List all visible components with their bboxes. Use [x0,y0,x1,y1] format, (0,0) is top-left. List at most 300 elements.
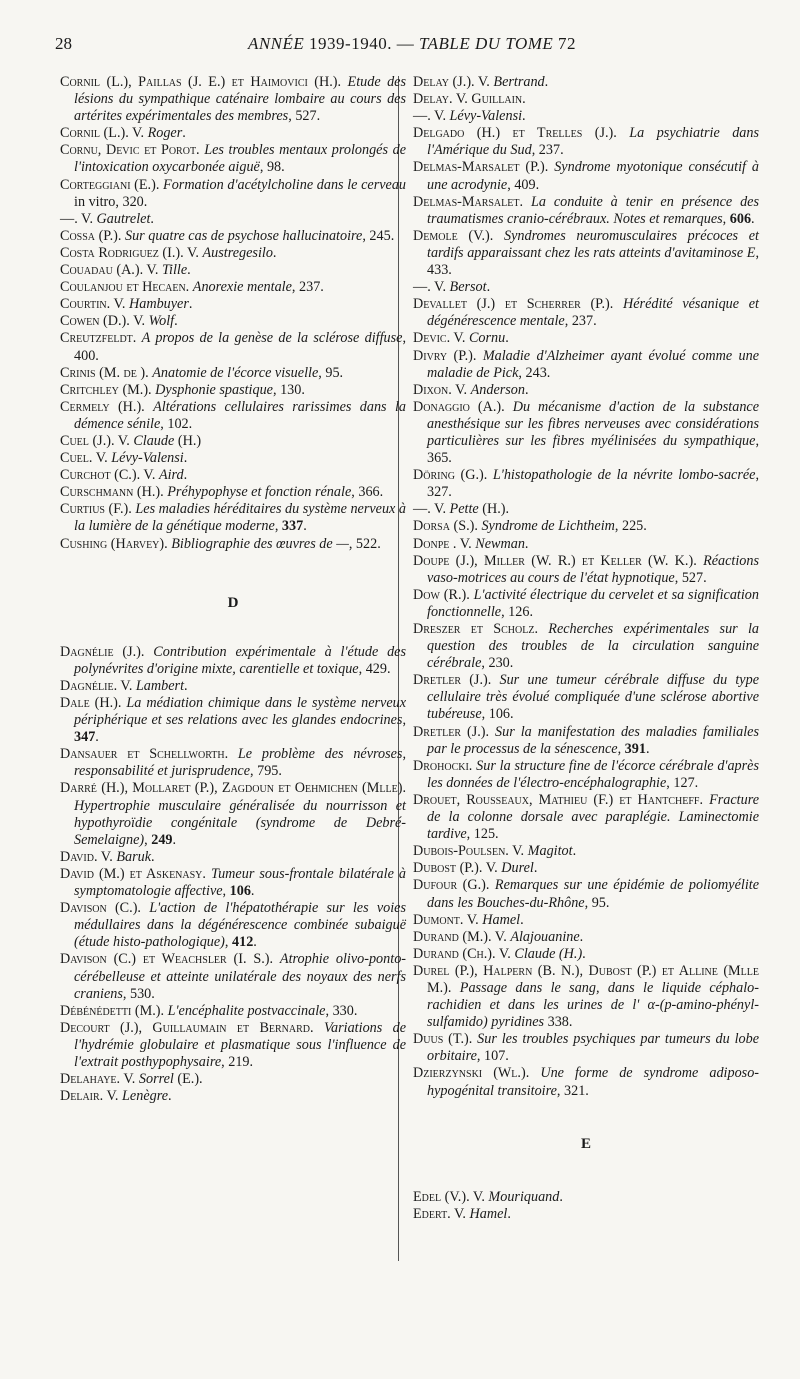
entry-title: Maladie d'Alzheimer ayant évolué comme une maladie de Pick [427,347,760,381]
index-entry [413,587,759,621]
entry-pages: in vitro, 320. [74,193,148,210]
entry-pages: (H.) [174,432,202,449]
entry-pages: , 95. [318,364,344,381]
entry-title: Roger [147,125,183,142]
index-entry [413,296,759,330]
title-years: 1939-1940. [309,34,392,53]
entry-title: Les maladies héréditaires du système nerveux à la lumière de la génétique moderne [74,501,406,535]
entry-title: La médiation chimique dans le système nerveux périphérique et ses relations avec les glandes endocrines [74,695,407,729]
entry-title: Claude [133,432,175,449]
entry-title: Fracture de la colonne dorsale avec paraplégie. Laminectomie tardive [427,791,759,843]
entry-title: Etude des lésions du sympathique caténaire lombaire au cours des artérites expérimentales des membres [74,74,406,125]
entry-authors: Dixon. V. [413,381,468,398]
entry-pages: (E.). [173,1071,203,1088]
entry-pages: , 107. [476,1048,509,1065]
index-entry [413,946,759,963]
entry-title: Syndromes neuromusculaires précoces et tardifs apparaissant chez les rats atteints d'avitaminose E [427,227,759,261]
index-entry [60,1003,406,1020]
entry-pages: , 527. [288,108,321,125]
entry-authors: Dagnélie (J.). [60,643,145,660]
entry-pages: , [274,518,282,535]
entry-authors: Donaggio (A.). [413,398,505,415]
entry-authors: Dow (R.). [413,586,470,603]
entry-authors: Delmas-Marsalet (P.). [413,159,549,176]
entry-pages: , 237. [291,279,324,296]
index-entry [60,433,406,450]
index-entry [60,900,406,951]
entry-title: Contribution expérimentale à l'étude des polynévrites d'origine mixte, carentielle et toxique [74,643,406,677]
running-header [55,34,769,60]
entry-pages: . [524,381,529,398]
entry-authors: Döring (G.). [413,467,488,484]
entry-authors: Durand (Ch.). V. [413,945,511,962]
entry-pages: , 530. [122,985,155,1002]
entry-title: Sur les troubles psychiques par tumeurs du lobe orbitaire [427,1031,760,1065]
entry-pages: . [182,125,186,142]
index-entry [60,313,406,330]
entries-d-right [413,74,759,1100]
entry-authors: Cushing (Harvey). [60,535,168,552]
entry-title: Lambert [135,677,185,694]
index-entry [413,74,759,91]
index-entry [60,1071,406,1088]
index-entry [413,330,759,347]
entry-authors: Cermely (H.). [60,398,145,415]
entry-authors: Edert. V. [413,1205,466,1222]
index-entry [60,678,406,695]
entry-title: Réactions vaso-motrices au cours de l'état hypnotique [427,552,760,586]
entry-title: Recherches expérimentales sur la question des troubles de la circulation sanguine cérébrale [427,621,759,672]
entries-c [60,74,406,553]
index-entry [413,912,759,929]
entry-title: L'histopathologie de la névrite lombo-sacrée [492,467,756,484]
entry-title: Claude (H.) [514,945,583,962]
entry-authors: Creutzfeldt. [60,330,137,347]
entry-title: Hamel [482,911,521,928]
entry-pages: , 219. [221,1053,254,1070]
entry-authors: Delair. V. [60,1088,119,1105]
entry-pages: , 527. [674,569,707,586]
entry-authors: Delgado (H.) et Trelles (J.). [413,125,617,142]
index-entry [413,279,759,296]
entry-authors: Dale (H.). [60,695,122,711]
entry-pages: , 366. [351,484,384,501]
index-entry [60,866,406,900]
entry-title: Aird [158,467,184,484]
index-entry [413,877,759,911]
entry-title: Lévy-Valensi [111,450,184,467]
entry-pages: , 106. [481,706,514,723]
entry-title: Sur quatre cas de psychose hallucinatoire [124,227,363,244]
entry-pages: , [402,712,406,729]
entry-pages: (H.). [478,501,510,518]
index-entry [413,501,759,518]
entry-pages: , 130. [272,381,305,398]
entry-authors: Dagnélie. V. [60,677,133,694]
index-entry [60,399,406,433]
entry-authors: Durel (P.), Halpern (B. N.), Dubost (P.) et Alline (Mlle M.). [413,962,759,996]
entry-pages: . [522,108,526,125]
index-entry [60,1020,406,1071]
index-entry [413,382,759,399]
index-entry [60,125,406,142]
entry-pages: . [187,262,191,279]
entry-title: Le problème des névroses, responsabilité et jurisprudence [74,746,406,780]
index-entry [60,746,406,780]
entry-pages: . [572,843,577,860]
entry-title: Sur une tumeur cérébrale diffuse du type cellulaire très évolué compliquée d'une sclérose abortive tubéreuse [427,672,759,723]
entry-authors: Cornu, Devic et Porot. [60,142,200,159]
entry-title: Bibliographie des œuvres de — [171,535,349,552]
entry-title: Newman [475,535,525,552]
entry-pages: , 95. [584,894,610,911]
entry-pages: . [533,860,538,877]
entry-pages: . [174,313,178,330]
entry-pages: . [582,945,586,962]
entry-authors: Delmas-Marsalet. [413,193,524,210]
entry-pages: , 433. [427,244,759,279]
entry-authors: Curchot (C.). V. [60,467,156,484]
entry-authors: Devallet (J.) et Scherrer (P.). [413,296,614,313]
entry-title: La conduite à tenir en présence des traumatismes cranio-cérébraux. Notes et remarques [427,193,760,227]
entry-title: Les troubles mentaux prolongés de l'intoxication oxycarbonée aiguë [74,142,406,176]
entry-pages: . [559,1188,563,1205]
index-entry [60,695,406,746]
entry-authors: Cowen (D.). V. [60,313,146,330]
index-entry [413,125,759,159]
entry-title: Alajouanine [510,928,580,945]
entry-title: Lévy-Valensi [449,108,523,125]
index-entry [60,536,406,553]
entry-authors: Doupe (J.), Miller (W. R.) et Keller (W. K.). [413,552,697,569]
index-entry [413,792,759,843]
entry-authors: Demole (V.). [413,227,494,244]
entry-pages: , 409. [507,176,540,193]
entries-e [413,1189,759,1223]
index-entry [60,142,406,176]
entry-trailer: . [95,729,99,746]
index-entry [413,467,759,501]
index-entry [413,518,759,535]
entry-authors: Dubois-Poulsen. V. [413,843,525,860]
entry-pages: . [184,677,188,694]
title-volume: 72 [558,34,577,53]
entry-title: Anderson [470,381,525,398]
entry-pages: , 243. [518,364,551,381]
entry-pages: , 237. [531,142,564,159]
index-entry [413,399,759,467]
index-entry [413,348,759,382]
entry-pages: . [544,74,549,90]
entry-pages: , 795. [250,763,282,780]
index-entry [60,484,406,501]
entry-pages: . [520,911,524,928]
entry-authors: Cornil (L.). V. [60,125,145,142]
entry-pages: , 126. [501,603,533,620]
entry-pages: . [168,1088,172,1105]
entry-pages: , 400. [74,330,406,364]
entry-title: Sur la manifestation des maladies familiales par le processus de la sénescence [427,723,759,757]
index-entry [60,382,406,399]
entry-authors: —. V. [413,501,446,518]
entry-authors: Durand (M.). V. [413,928,507,945]
entry-title: L'activité électrique du cervelet et sa signification fonctionnelle [427,586,759,620]
index-entry [60,262,406,279]
entry-page-bold: 106 [229,883,251,900]
index-entry [60,177,406,211]
entry-authors: —. V. [413,279,446,296]
entry-title: Cornu [468,330,506,347]
entry-pages: , 321. [556,1082,589,1099]
entry-pages: , [222,883,230,900]
index-entry [413,724,759,758]
entry-authors: David (M.) et Askenasy. [60,865,206,882]
entry-pages: , 230. [481,655,514,672]
entry-authors: —. V. [413,108,446,125]
entry-authors: Critchley (M.). [60,381,152,398]
section-letter-e: E [580,1135,591,1152]
index-entry [413,963,759,1031]
entry-title: Austregesilo [202,244,273,261]
entry-title: Mouriquand [488,1188,560,1205]
entry-pages: , 102. [160,415,193,432]
index-entry [60,330,406,364]
entry-pages: . [507,1205,511,1222]
index-entry [413,758,759,792]
entry-pages: , 330. [325,1002,358,1019]
entry-title: L'encéphalite postvaccinale [167,1002,326,1019]
title-table: TABLE DU TOME [418,34,554,53]
entry-authors: Drouet, Rousseaux, Mathieu (F.) et Hantcheff. [413,791,704,808]
entry-authors: Dretler (J.). [413,723,490,740]
entry-authors: Dumont. V. [413,911,479,928]
entry-authors: Coulanjou et Hecaen. [60,279,190,296]
entry-authors: Corteggiani (E.). [60,176,160,193]
entry-title: Préhypophyse et fonction rénale [167,484,352,501]
index-entry [413,108,759,125]
entry-trailer: . [253,934,257,951]
entry-authors: Divry (P.). [413,347,477,364]
entry-pages: . [272,244,277,261]
entry-pages: , 127. [666,774,699,791]
entry-pages: , 327. [427,467,760,501]
entry-authors: Cuel (J.). V. [60,432,130,449]
entry-pages: . [579,928,584,945]
entry-title: Du mécanisme d'action de la substance anesthésique sur les fibres nerveuses avec considérations particulières sur les fibres myélinisées du sympathique [427,398,760,449]
entry-title: Tumeur sous-frontale bilatérale à symptomatologie affective [74,865,406,900]
entry-trailer: . [303,518,307,535]
index-entry [413,536,759,553]
entry-page-bold: 412 [232,934,254,951]
entry-title: Pette [449,501,479,518]
entry-pages: , 237. [564,313,597,330]
entry-authors: Courtin. V. [60,296,126,313]
entry-title: Wolf [148,313,175,330]
index-entry [60,245,406,262]
left-column [60,74,406,1105]
page-number: 28 [55,34,72,53]
entry-authors: Cuel. V. [60,450,108,467]
entry-title: A propos de la genèse de la sclérose diffuse [141,330,403,347]
entry-pages: , [617,740,625,757]
entry-authors: Couadau (A.). V. [60,262,159,279]
entry-title: Baruk [116,848,151,865]
entry-pages: . [150,210,154,227]
entry-title: Tille [161,262,188,279]
entry-authors: Costa Rodriguez (I.). V. [60,244,199,261]
entry-title: Atrophie olivo-ponto-cérébelleuse et atteinte unilatérale des noyaux des nerfs craniens [74,951,407,1002]
entry-authors: Débénédetti (M.). [60,1002,165,1019]
entry-pages: , 98. [259,159,285,176]
entry-title: Variations de l'hydrémie globulaire et plasmatique sous l'influence de l'extrait posthypophysaire [74,1019,407,1070]
index-entry [413,1206,759,1223]
entry-authors: Decourt (J.), Guillaumain et Bernard. [60,1019,314,1036]
entry-authors: Curtius (F.). [60,501,132,518]
entry-page-bold: 249 [151,831,173,848]
entry-title: Syndrome myotonique consécutif à une acrodynie [427,159,760,193]
index-entry [413,929,759,946]
index-entry [413,860,759,877]
index-entry [413,228,759,279]
running-title [55,34,769,54]
entry-pages: . [183,450,188,467]
entry-page-bold: 391 [624,740,646,757]
entry-authors: Delay. V. Guillain. [413,91,526,108]
entry-authors: Cossa (P.). [60,227,122,244]
index-entry [413,843,759,860]
entry-trailer: . [645,740,650,757]
entry-title: Remarques sur une épidémie de poliomyélite dans les Bouches-du-Rhône [427,877,760,911]
entry-pages: , 429. [358,660,391,677]
entry-title: Sur la structure fine de l'écorce cérébrale d'après les données de l'électro-encéphalographie [427,757,759,791]
index-entry [413,1065,759,1099]
entry-trailer: . [751,210,755,227]
entry-title: Dysphonie spastique [155,381,273,398]
entry-trailer: . [172,831,177,848]
entry-title: Passage dans le sang, dans le liquide céphalo-rachidien et dans les urines de l' α-(p-amino-phényl-sulfamido) pyridines [427,979,760,1031]
entry-title: Hamel [469,1205,508,1222]
entry-page-bold: 347 [74,729,96,746]
entry-authors: Donpe . V. [413,535,472,552]
entry-title: Anatomie de l'écorce visuelle [152,364,319,381]
entry-authors: Darré (H.), Mollaret (P.), Zagdoun et Oehmichen (Mlle). [60,780,406,797]
index-entry [413,194,759,228]
index-entry [60,501,406,535]
entry-pages: , 225. [614,518,647,535]
index-entry [60,450,406,467]
entry-pages: , 365. [427,432,759,467]
entry-pages: . [183,467,188,484]
entry-title: Bertrand [493,74,545,90]
entry-authors: Davison (C.) et Weachsler (I. S.). [60,951,274,968]
index-entry [60,365,406,382]
index-entry [413,553,759,587]
entry-authors: Duus (T.). [413,1031,473,1048]
index-entry [60,467,406,484]
entry-pages: 338. [544,1014,573,1031]
entry-title: L'action de l'hépatothérapie sur les voies médullaires dans la dégénérescence combinée subaiguë (étude histo-pathologique) [74,900,407,951]
index-entry [60,279,406,296]
entry-title: Gautrelet [96,210,151,227]
entry-authors: Dubost (P.). V. [413,860,498,877]
entry-pages: , 245. [362,227,395,244]
entry-authors: Davison (C.). [60,900,141,917]
entry-authors: Cornil (L.), Paillas (J. E.) et Haimovici (H.). [60,74,342,90]
entry-pages: , [224,934,233,951]
index-entry [60,228,406,245]
entry-title: Altérations cellulaires rarissimes dans la démence sénile [74,398,406,432]
entry-title: Une forme de syndrome adiposo-hypogénital transitoire [427,1065,760,1099]
index-entry [60,74,406,125]
entry-pages: . [505,330,509,347]
entry-authors: Dufour (G.). [413,877,490,894]
index-entry [60,644,406,678]
index-entry [413,621,759,672]
index-entry [60,951,406,1002]
index-entry [413,1031,759,1065]
entry-pages: , 125. [466,826,499,843]
entry-title: Hypertrophie musculaire généralisée du nourrisson et hypothyroïdie congénitale (syndrome de Debré-Semelaigne) [74,797,406,848]
title-annee: ANNÉE [247,34,305,53]
entry-authors: Dorsa (S.). [413,518,478,535]
index-entry [60,296,406,313]
entry-authors: Edel (V.). V. [413,1188,485,1205]
right-column [413,74,759,1223]
entry-title: Magitot [527,843,573,860]
entry-trailer: . [250,883,255,900]
section-letter-d: D [227,594,239,611]
entry-page-bold: 606 [729,210,752,227]
entry-authors: Delay (J.). V. [413,74,490,90]
entry-authors: Devic. V. [413,330,466,347]
title-dash: — [396,34,415,53]
entry-pages: , [722,210,730,227]
entry-authors: Delahaye. V. [60,1071,136,1088]
entry-authors: Dretler (J.). [413,672,492,689]
index-entry [60,1088,406,1105]
entry-title: Bersot [449,279,487,296]
entry-authors: Dreszer et Scholz. [413,621,538,637]
entry-page-bold: 337 [281,518,304,535]
index-entry [413,672,759,723]
entry-title: Anorexie mentale [192,279,292,296]
entry-pages: . [151,848,155,865]
index-entry [413,91,759,108]
entry-authors: Dzierzynski (Wl.). [413,1065,530,1082]
entry-authors: —. V. [60,210,93,227]
entry-pages: . [188,296,193,313]
entry-authors: Crinis (M. de ). [60,364,149,381]
index-entry [60,780,406,848]
entry-authors: Drohocki. [413,757,473,774]
index-entry [413,1189,759,1206]
entry-pages: . [486,279,491,296]
index-entry [413,159,759,193]
entry-authors: Curschmann (H.). [60,484,164,501]
entry-title: Hambuyer [128,296,189,313]
entry-pages: , 522. [348,535,381,552]
entry-authors: Dansauer et Schellworth. [60,746,229,763]
entry-pages: , [144,831,152,848]
entry-title: Durel [501,860,534,877]
entry-title: La psychiatrie dans l'Amérique du Sud [427,125,760,159]
entry-title: Sorrel [138,1071,174,1088]
entry-authors: David. V. [60,848,113,865]
entry-title: Formation d'acétylcholine dans le cerveau [163,176,407,193]
entry-title: Syndrome de Lichtheim [481,518,615,535]
index-entry [60,849,406,866]
entry-title: Lenègre [122,1088,168,1105]
